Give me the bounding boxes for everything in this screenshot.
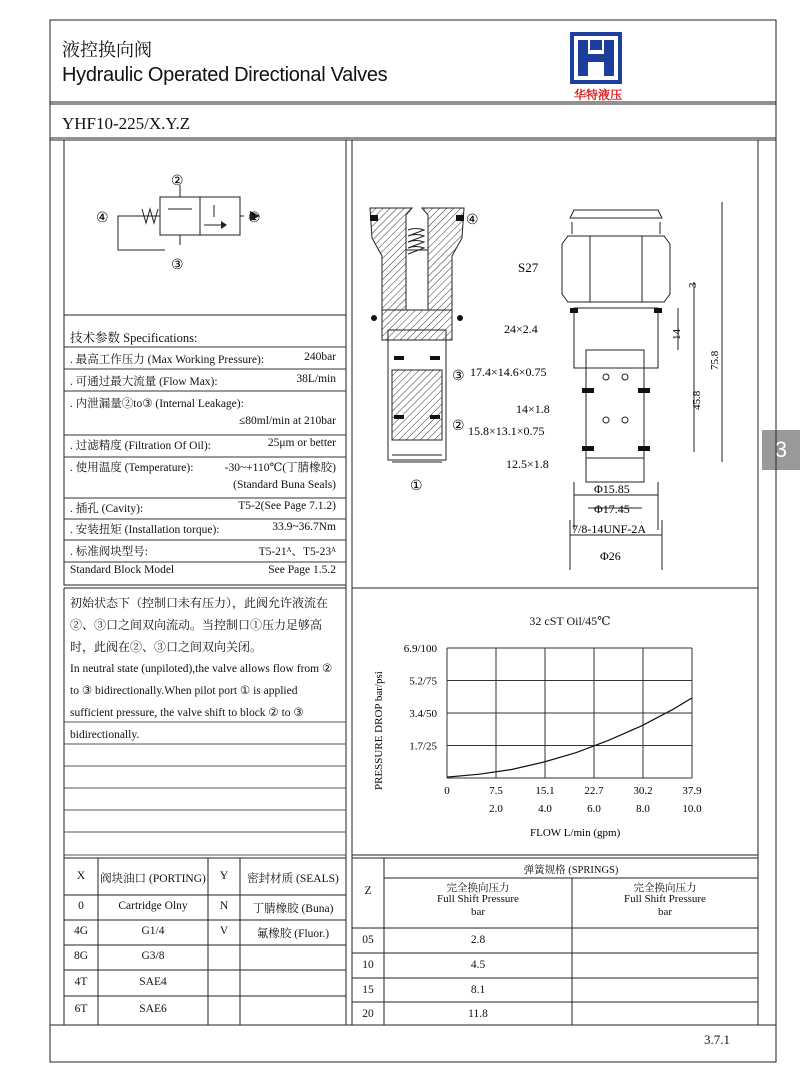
spec-value: T5-2(See Page 7.1.2)	[238, 500, 336, 512]
spec-label: . 安装扭矩 (Installation torque):	[70, 524, 220, 536]
chart-x-tick: 0	[444, 785, 450, 797]
dim-oring-2: 17.4×14.6×0.75	[470, 365, 547, 379]
dim-d3: Φ26	[600, 549, 621, 563]
chart-x-tick-gpm: 8.0	[636, 803, 650, 815]
description-en: In neutral state (unpiloted),the valve allows flow from ② to ③ bidirectionally.When pilot port ① is applied sufficient pressure, the valve shift to block ② to ③ bidirectionally.	[70, 663, 333, 741]
spec-value: T5-21ᴬ、T5-23ᴬ	[258, 546, 336, 558]
porting-cell: G1/4	[141, 925, 165, 937]
dim-oring-3: 14×1.8	[516, 402, 550, 416]
spring-z-value: 10	[362, 959, 374, 971]
chart-xlabel: FLOW L/min (gpm)	[530, 827, 621, 839]
specs-title: 技术参数 Specifications:	[70, 331, 198, 345]
chart-x-tick-gpm: 2.0	[489, 803, 503, 815]
pressure-drop-curve	[447, 698, 692, 777]
spec-label: . 过滤精度 (Filtration Of Oil):	[70, 440, 211, 452]
chart-x-tick-gpm: 4.0	[538, 803, 552, 815]
spec-label: . 最高工作压力 (Max Working Pressure):	[70, 354, 265, 366]
symbol-port-4: ④	[96, 211, 109, 226]
spring-z-value: 05	[362, 934, 374, 946]
porting-header: X	[76, 870, 86, 882]
page-number: 3.7.1	[704, 1032, 730, 1047]
porting-cell: V	[219, 925, 229, 937]
section-port-3: ③	[452, 369, 465, 384]
model-number: YHF10-225/X.Y.Z	[62, 114, 191, 133]
chart-x-tick: 30.2	[633, 785, 653, 797]
spec-value: 240bar	[304, 351, 336, 363]
chart-y-tick: 6.9/100	[403, 643, 437, 655]
spring-z-header: Z	[364, 885, 372, 897]
dim-h4: 75.8	[709, 350, 721, 370]
pressure-drop-chart	[352, 630, 758, 850]
dim-h1: 3	[687, 282, 699, 288]
section-port-4: ④	[466, 213, 479, 228]
spec-label: . 插孔 (Cavity):	[70, 503, 144, 515]
porting-cell: 6T	[74, 1003, 88, 1015]
spring-col-unit: bar	[657, 906, 673, 918]
porting-cell: 4T	[74, 976, 88, 988]
dim-d2: Φ17.45	[594, 502, 630, 516]
chart-x-tick: 15.1	[535, 785, 555, 797]
dim-thread: 7/8-14UNF-2A	[572, 522, 646, 536]
dim-h2: 14	[671, 329, 683, 340]
spec-label: . 内泄漏量②to③ (Internal Leakage):	[70, 398, 244, 410]
spring-col-cn: 完全换向压力	[446, 883, 510, 894]
chart-x-tick-gpm: 6.0	[587, 803, 601, 815]
porting-cell: 氟橡胶 (Fluor.)	[256, 928, 330, 940]
chart-x-tick-gpm: 10.0	[682, 803, 702, 815]
dim-d1: Φ15.85	[594, 482, 630, 496]
section-port-1: ①	[410, 479, 423, 494]
porting-cell: 4G	[73, 925, 89, 937]
spec-value: 33.9~36.7Nm	[272, 521, 336, 533]
porting-cell: 丁腈橡胶 (Buna)	[252, 903, 334, 915]
chart-x-tick: 37.9	[682, 785, 702, 797]
spec-label: Standard Block Model	[70, 564, 175, 576]
chart-ylabel: PRESSURE DROP bar/psi	[373, 671, 385, 790]
spec-label: . 使用温度 (Temperature):	[70, 462, 194, 474]
spring-col-cn: 完全换向压力	[633, 883, 697, 894]
spec-value: See Page 1.5.2	[268, 564, 336, 576]
spring-pressure: 2.8	[470, 934, 486, 946]
porting-cell: SAE6	[139, 1003, 167, 1015]
section-drawing	[352, 140, 482, 500]
dim-hex: S27	[518, 260, 539, 275]
symbol-port-3: ③	[171, 258, 184, 273]
spring-pressure: 11.8	[468, 1008, 488, 1020]
porting-cell: N	[219, 900, 229, 912]
chart-y-tick: 1.7/25	[409, 740, 437, 753]
spec-value: 38L/min	[296, 373, 336, 385]
hydraulic-symbol	[64, 165, 346, 280]
section-port-2: ②	[452, 419, 465, 434]
porting-cell: Cartridge Olny	[118, 900, 188, 912]
spec-label: . 标准阀块型号:	[70, 546, 148, 558]
dimension-drawing	[468, 190, 758, 580]
chart-title: 32 cST Oil/45℃	[529, 614, 611, 628]
porting-header: 密封材质 (SEALS)	[247, 873, 339, 885]
symbol-port-2: ②	[171, 174, 184, 189]
spec-value: -30~+110℃(丁腈橡胶)	[224, 462, 336, 474]
chart-x-tick: 7.5	[489, 785, 503, 797]
porting-cell: G3/8	[141, 950, 165, 962]
porting-cell: SAE4	[139, 976, 167, 988]
logo-text: 华特液压	[573, 88, 622, 102]
dim-h3: 45.8	[691, 390, 703, 410]
title-english: Hydraulic Operated Directional Valves	[62, 64, 388, 86]
spring-title: 弹簧规格 (SPRINGS)	[523, 865, 619, 876]
porting-cell: 8G	[73, 950, 89, 962]
spec-label: . 可通过最大流量 (Flow Max):	[70, 376, 218, 388]
section-tab: 3	[762, 430, 800, 470]
chart-x-tick: 22.7	[584, 785, 604, 797]
porting-cell: 0	[78, 900, 84, 912]
porting-header: 阀块油口 (PORTING)	[100, 873, 206, 885]
spring-pressure: 4.5	[470, 959, 486, 971]
dim-oring-4: 15.8×13.1×0.75	[468, 424, 545, 438]
spring-col-en: Full Shift Pressure	[437, 893, 519, 905]
spring-z-value: 20	[362, 1008, 374, 1020]
dim-oring-1: 24×2.4	[504, 322, 538, 336]
spring-z-value: 15	[362, 984, 374, 996]
symbol-port-1: ①	[248, 211, 261, 226]
chart-y-tick: 5.2/75	[409, 675, 437, 688]
description-cn: 初始状态下（控制口未有压力），此阀允许液流在②、③口之间双向流动。当控制口①压力足够高时，此阀在②、③口之间双向关闭。	[70, 596, 329, 654]
spring-col-unit: bar	[470, 906, 486, 918]
spec-value: (Standard Buna Seals)	[233, 479, 336, 491]
chart-y-tick: 3.4/50	[409, 708, 437, 720]
dim-oring-5: 12.5×1.8	[506, 457, 549, 471]
spring-pressure: 8.1	[470, 984, 486, 996]
title-chinese: 液控换向阀	[62, 40, 152, 60]
porting-header: Y	[219, 870, 229, 882]
spring-col-en: Full Shift Pressure	[624, 893, 706, 905]
spec-value: ≤80ml/min at 210bar	[238, 415, 336, 427]
spec-value: 25μm or better	[267, 437, 336, 449]
